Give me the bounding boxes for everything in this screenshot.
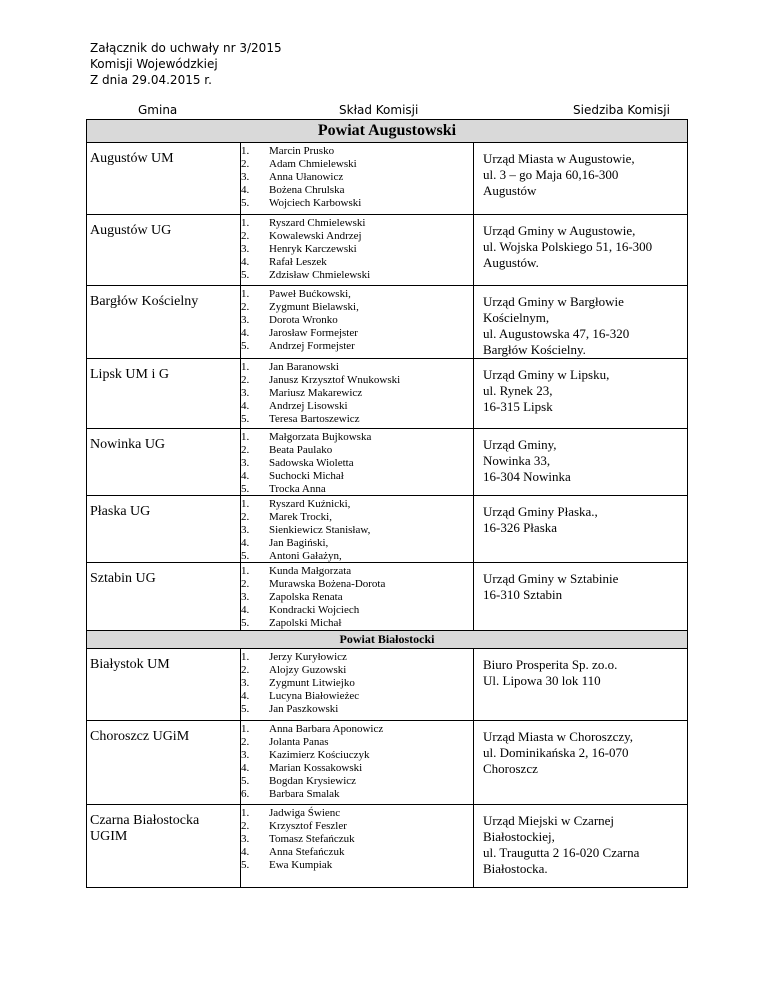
address-line: Choroszcz: [483, 761, 538, 776]
member-name: Ewa Kumpiak: [269, 859, 333, 871]
member-number: 2.: [241, 444, 250, 456]
member-name: Kowalewski Andrzej: [269, 230, 362, 242]
member-number: 5.: [241, 859, 250, 871]
gmina-name: Augustów UG: [87, 215, 241, 285]
table-row: [87, 285, 687, 358]
member-item: [241, 775, 473, 788]
member-number: 4.: [241, 762, 250, 774]
gmina-name: Czarna Białostocka UGIM: [87, 805, 241, 887]
member-name: Marian Kossakowski: [269, 762, 363, 774]
member-name: Jarosław Formejster: [269, 327, 358, 339]
table-row: [87, 214, 687, 285]
member-item: [241, 230, 473, 243]
member-number: 5.: [241, 413, 250, 425]
member-number: 5.: [241, 703, 250, 715]
member-name: Jadwiga Świenc: [269, 807, 341, 819]
address-line: Kościelnym,: [483, 310, 550, 325]
member-item: [241, 498, 473, 511]
header-line-2: Komisji Wojewódzkiej: [90, 57, 218, 71]
address-line: Urząd Gminy Płaska.,: [483, 504, 598, 519]
member-item: [241, 269, 473, 282]
member-name: Mariusz Makarewicz: [269, 387, 363, 399]
commission-address: [474, 286, 687, 358]
member-name: Jan Baranowski: [269, 361, 339, 373]
member-item: [241, 327, 473, 340]
member-item: [241, 470, 473, 483]
member-name: Trocka Anna: [269, 483, 326, 495]
member-number: 4.: [241, 537, 250, 549]
commission-address: [474, 359, 687, 428]
member-number: 1.: [241, 217, 250, 229]
member-list: [241, 649, 474, 720]
member-item: [241, 703, 473, 716]
member-name: Rafał Leszek: [269, 256, 327, 268]
member-number: 3.: [241, 677, 250, 689]
address-line: Bargłów Kościelny.: [483, 342, 586, 357]
member-name: Kondracki Wojciech: [269, 604, 360, 616]
powiat-header: Powiat Augustowski: [87, 119, 687, 143]
member-name: Sadowska Wioletta: [269, 457, 354, 469]
member-number: 3.: [241, 171, 250, 183]
member-item: [241, 578, 473, 591]
address-line: Urząd Gminy w Lipsku,: [483, 367, 610, 382]
member-name: Ryszard Kuźnicki,: [269, 498, 351, 510]
member-name: Jolanta Panas: [269, 736, 329, 748]
member-name: Zapolski Michał: [269, 617, 342, 629]
member-name: Jan Paszkowski: [269, 703, 339, 715]
member-name: Kunda Małgorzata: [269, 565, 352, 577]
member-item: [241, 762, 473, 775]
member-number: 3.: [241, 457, 250, 469]
member-number: 3.: [241, 749, 250, 761]
member-item: [241, 217, 473, 230]
member-number: 5.: [241, 617, 250, 629]
member-number: 4.: [241, 256, 250, 268]
address-line: 16-310 Sztabin: [483, 587, 563, 602]
member-item: [241, 736, 473, 749]
attachment-header: [90, 40, 282, 88]
member-item: [241, 457, 473, 470]
member-item: [241, 361, 473, 374]
member-name: Janusz Krzysztof Wnukowski: [269, 374, 401, 386]
table-row: [87, 804, 687, 887]
member-number: 3.: [241, 387, 250, 399]
member-item: [241, 145, 473, 158]
address-line: Nowinka 33,: [483, 453, 551, 468]
member-number: 2.: [241, 664, 250, 676]
member-name: Andrzej Lisowski: [269, 400, 348, 412]
member-name: Henryk Karczewski: [269, 243, 357, 255]
address-line: Urząd Gminy,: [483, 437, 557, 452]
member-item: [241, 788, 473, 801]
member-number: 3.: [241, 833, 250, 845]
gmina-name: Augustów UM: [87, 143, 241, 214]
member-name: Beata Paulako: [269, 444, 333, 456]
member-item: [241, 807, 473, 820]
member-number: 1.: [241, 651, 250, 663]
member-item: [241, 604, 473, 617]
member-name: Dorota Wronko: [269, 314, 338, 326]
member-list: [241, 805, 474, 887]
member-item: [241, 171, 473, 184]
address-line: 16-315 Lipsk: [483, 399, 553, 414]
member-list: [241, 359, 474, 428]
member-item: [241, 387, 473, 400]
member-number: 1.: [241, 498, 250, 510]
member-item: [241, 158, 473, 171]
member-item: [241, 400, 473, 413]
member-number: 1.: [241, 431, 250, 443]
member-number: 1.: [241, 361, 250, 373]
member-number: 2.: [241, 820, 250, 832]
member-list: [241, 429, 474, 495]
table-row: [87, 428, 687, 495]
address-line: ul. Wojska Polskiego 51, 16-300: [483, 239, 653, 254]
address-line: Urząd Miejski w Czarnej: [483, 813, 615, 828]
powiat-rows: [87, 649, 687, 887]
member-item: [241, 340, 473, 353]
table-bottom-border: [87, 887, 687, 888]
member-list: [241, 143, 474, 214]
table-row: [87, 143, 687, 214]
commission-address: [474, 496, 687, 562]
member-number: 4.: [241, 604, 250, 616]
address-line: Augustów.: [483, 255, 539, 270]
member-item: [241, 723, 473, 736]
member-name: Anna Stefańczuk: [269, 846, 345, 858]
member-name: Lucyna Białowieżec: [269, 690, 360, 702]
member-number: 4.: [241, 690, 250, 702]
member-number: 1.: [241, 723, 250, 735]
member-item: [241, 651, 473, 664]
address-line: Urząd Miasta w Choroszczy,: [483, 729, 634, 744]
member-name: Jan Bagiński,: [269, 537, 329, 549]
member-item: [241, 288, 473, 301]
address-line: ul. Traugutta 2 16-020 Czarna: [483, 845, 640, 860]
address-line: ul. 3 – go Maja 60,16-300: [483, 167, 619, 182]
gmina-name: Nowinka UG: [87, 429, 241, 495]
member-number: 5.: [241, 197, 250, 209]
gmina-name: Białystok UM: [87, 649, 241, 720]
address-line: Urząd Gminy w Bargłowie: [483, 294, 624, 309]
member-name: Ryszard Chmielewski: [269, 217, 366, 229]
commission-address: [474, 429, 687, 495]
powiat-header: Powiat Białostocki: [87, 630, 687, 649]
member-number: 5.: [241, 550, 250, 562]
address-line: Ul. Lipowa 30 lok 110: [483, 673, 601, 688]
member-number: 3.: [241, 314, 250, 326]
address-line: 16-326 Płaska: [483, 520, 558, 535]
member-name: Zapolska Renata: [269, 591, 343, 603]
member-item: [241, 444, 473, 457]
address-line: 16-304 Nowinka: [483, 469, 571, 484]
gmina-name: Płaska UG: [87, 496, 241, 562]
address-line: Białostockiej,: [483, 829, 555, 844]
member-number: 3.: [241, 243, 250, 255]
address-line: Urząd Gminy w Augustowie,: [483, 223, 636, 238]
member-item: [241, 617, 473, 630]
member-name: Bogdan Krysiewicz: [269, 775, 357, 787]
member-number: 4.: [241, 327, 250, 339]
member-item: [241, 690, 473, 703]
commission-address: [474, 563, 687, 630]
address-line: Białostocka.: [483, 861, 548, 876]
address-line: Urząd Miasta w Augustowie,: [483, 151, 635, 166]
column-header-siedziba: Siedziba Komisji: [573, 103, 670, 117]
member-number: 1.: [241, 288, 250, 300]
member-name: Teresa Bartoszewicz: [269, 413, 360, 425]
member-item: [241, 591, 473, 604]
address-line: Biuro Prosperita Sp. zo.o.: [483, 657, 618, 672]
member-item: [241, 511, 473, 524]
member-item: [241, 537, 473, 550]
member-name: Kazimierz Kościuczyk: [269, 749, 370, 761]
member-item: [241, 565, 473, 578]
member-item: [241, 374, 473, 387]
member-name: Antoni Gałażyn,: [269, 550, 342, 562]
table-row: [87, 720, 687, 804]
member-item: [241, 184, 473, 197]
member-name: Marcin Prusko: [269, 145, 335, 157]
header-line-3: Z dnia 29.04.2015 r.: [90, 73, 212, 87]
commission-address: [474, 721, 687, 804]
member-name: Andrzej Formejster: [269, 340, 355, 352]
member-number: 2.: [241, 230, 250, 242]
member-item: [241, 820, 473, 833]
member-name: Krzysztof Feszler: [269, 820, 347, 832]
member-item: [241, 749, 473, 762]
member-item: [241, 664, 473, 677]
member-item: [241, 859, 473, 872]
member-number: 5.: [241, 775, 250, 787]
member-name: Anna Ułanowicz: [269, 171, 344, 183]
commission-address: [474, 649, 687, 720]
member-list: [241, 563, 474, 630]
commission-address: [474, 215, 687, 285]
member-item: [241, 243, 473, 256]
member-list: [241, 721, 474, 804]
member-name: Suchocki Michał: [269, 470, 344, 482]
member-name: Barbara Smalak: [269, 788, 340, 800]
table-row: [87, 649, 687, 720]
address-line: ul. Dominikańska 2, 16-070: [483, 745, 629, 760]
member-item: [241, 197, 473, 210]
gmina-name: Lipsk UM i G: [87, 359, 241, 428]
column-header-gmina: Gmina: [138, 103, 178, 117]
member-name: Zdzisław Chmielewski: [269, 269, 371, 281]
member-name: Anna Barbara Aponowicz: [269, 723, 384, 735]
member-list: [241, 286, 474, 358]
table-row: [87, 495, 687, 562]
member-number: 1.: [241, 807, 250, 819]
member-name: Alojzy Guzowski: [269, 664, 347, 676]
member-number: 2.: [241, 736, 250, 748]
member-number: 5.: [241, 483, 250, 495]
member-number: 3.: [241, 591, 250, 603]
powiat-rows: [87, 143, 687, 630]
member-number: 4.: [241, 470, 250, 482]
address-line: ul. Augustowska 47, 16-320: [483, 326, 630, 341]
member-list: [241, 215, 474, 285]
member-name: Małgorzata Bujkowska: [269, 431, 372, 443]
member-item: [241, 314, 473, 327]
member-number: 2.: [241, 301, 250, 313]
member-name: Murawska Bożena-Dorota: [269, 578, 386, 590]
member-name: Sienkiewicz Stanisław,: [269, 524, 371, 536]
member-number: 4.: [241, 846, 250, 858]
member-item: [241, 301, 473, 314]
member-number: 2.: [241, 578, 250, 590]
member-item: [241, 833, 473, 846]
member-name: Marek Trocki,: [269, 511, 332, 523]
member-number: 5.: [241, 269, 250, 281]
member-name: Tomasz Stefańczuk: [269, 833, 355, 845]
header-line-1: Załącznik do uchwały nr 3/2015: [90, 41, 282, 55]
table-row: [87, 562, 687, 630]
member-name: Jerzy Kuryłowicz: [269, 651, 347, 663]
gmina-name: Sztabin UG: [87, 563, 241, 630]
member-item: [241, 256, 473, 269]
member-number: 4.: [241, 184, 250, 196]
member-number: 4.: [241, 400, 250, 412]
member-item: [241, 677, 473, 690]
member-name: Adam Chmielewski: [269, 158, 357, 170]
gmina-name: Bargłów Kościelny: [87, 286, 241, 358]
member-name: Bożena Chrulska: [269, 184, 345, 196]
address-line: Augustów: [483, 183, 537, 198]
commission-address: [474, 143, 687, 214]
member-list: [241, 496, 474, 562]
member-number: 6.: [241, 788, 250, 800]
address-line: ul. Rynek 23,: [483, 383, 553, 398]
member-name: Zygmunt Bielawski,: [269, 301, 359, 313]
member-item: [241, 524, 473, 537]
member-name: Paweł Bućkowski,: [269, 288, 351, 300]
member-item: [241, 846, 473, 859]
member-number: 5.: [241, 340, 250, 352]
member-number: 3.: [241, 524, 250, 536]
table-row: [87, 358, 687, 428]
member-number: 2.: [241, 374, 250, 386]
member-number: 2.: [241, 158, 250, 170]
gmina-name: Choroszcz UGiM: [87, 721, 241, 804]
member-number: 1.: [241, 565, 250, 577]
member-number: 1.: [241, 145, 250, 157]
commission-address: [474, 805, 687, 887]
member-name: Wojciech Karbowski: [269, 197, 362, 209]
member-item: [241, 413, 473, 426]
member-item: [241, 431, 473, 444]
member-number: 2.: [241, 511, 250, 523]
address-line: Urząd Gminy w Sztabinie: [483, 571, 619, 586]
member-name: Zygmunt Litwiejko: [269, 677, 355, 689]
column-header-sklad: Skład Komisji: [339, 103, 419, 117]
commission-table: [86, 119, 688, 888]
